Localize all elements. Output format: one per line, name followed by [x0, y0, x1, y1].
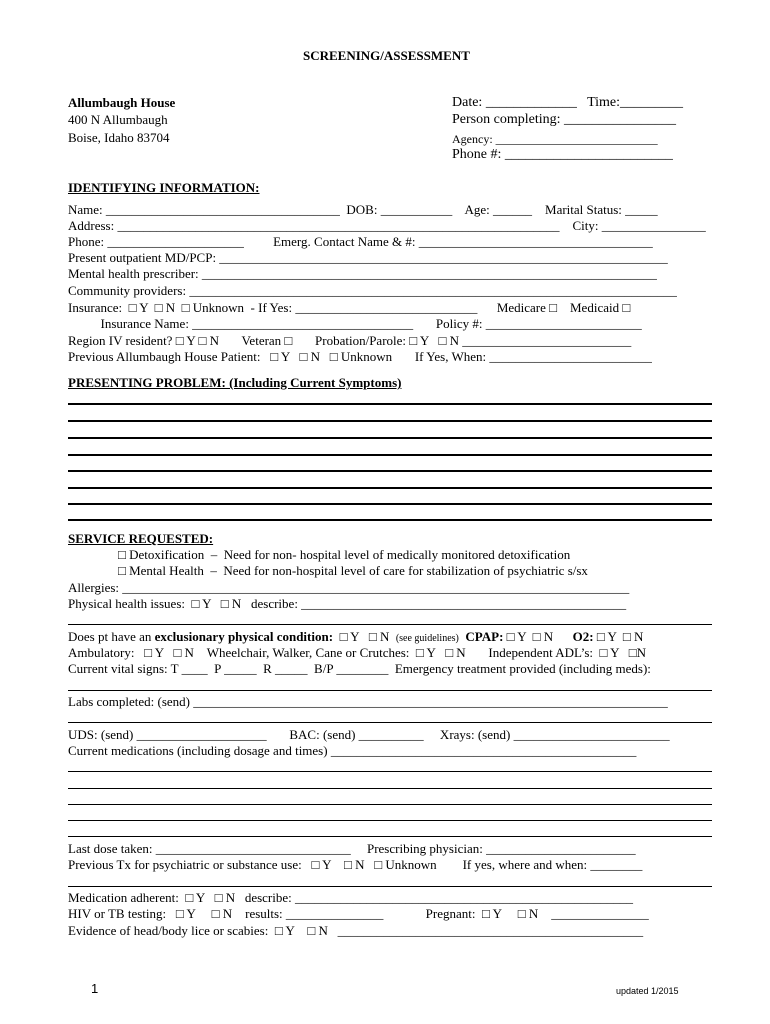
physical-health-line[interactable]: Physical health issues: □ Y □ N describe: __________________________________________________ [68, 596, 627, 611]
mental-health-option[interactable]: □ Mental Health – Need for non-hospital level of care for stabilization of psychiatric s/sx [118, 563, 588, 578]
detox-option[interactable]: □ Detoxification – Need for non- hospital level of medically monitored detoxification [118, 547, 571, 562]
identifying-heading: IDENTIFYING INFORMATION: [68, 180, 260, 195]
presenting-line-6[interactable] [68, 487, 712, 489]
presenting-line-1[interactable] [68, 403, 712, 405]
last-dose-line[interactable]: Last dose taken: ______________________________ Prescribing physician: _______________________ [68, 841, 636, 856]
presenting-line-5[interactable] [68, 470, 712, 472]
org-name: Allumbaugh House [68, 95, 176, 110]
previous-tx-extra-line[interactable] [68, 886, 712, 887]
insurance-name-line[interactable]: Insurance Name: __________________________________ Policy #: ________________________ [68, 316, 642, 331]
date-time-field[interactable]: Date: _____________ Time:_________ [452, 95, 684, 110]
presenting-line-4[interactable] [68, 454, 712, 456]
org-address-line2: Boise, Idaho 83704 [68, 130, 170, 145]
lice-scabies-line[interactable]: Evidence of head/body lice or scabies: □ Y □ N _______________________________________________ [68, 923, 644, 938]
vital-signs-line[interactable]: Current vital signs: T ____ P _____ R _____ B/P ________ Emergency treatment provided (including meds): [68, 661, 651, 676]
exclusionary-prefix: Does pt have an [68, 629, 155, 644]
current-medications-line[interactable]: Current medications (including dosage and times) _______________________________________________ [68, 743, 637, 758]
medications-line-3[interactable] [68, 804, 712, 805]
previous-tx-line[interactable]: Previous Tx for psychiatric or substance use: □ Y □ N □ Unknown If yes, where and when: ________ [68, 857, 643, 872]
uds-bac-xrays-line[interactable]: UDS: (send) ____________________ BAC: (send) __________ Xrays: (send) ________________________ [68, 727, 670, 742]
o2-label: O2: [553, 629, 597, 644]
region-veteran-line[interactable]: Region IV resident? □ Y □ N Veteran □ Probation/Parole: □ Y □ N __________________________ [68, 333, 632, 348]
phone-field[interactable]: Phone #: ________________________ [452, 147, 673, 162]
exclusionary-label: exclusionary physical condition: [154, 629, 334, 644]
phone-emergency-line[interactable]: Phone: _____________________ Emerg. Contact Name & #: ____________________________________ [68, 234, 653, 249]
physical-describe-line[interactable] [68, 624, 712, 625]
person-completing-field[interactable]: Person completing: ________________ [452, 112, 676, 127]
previous-patient-line[interactable]: Previous Allumbaugh House Patient: □ Y □ N □ Unknown If Yes, When: _________________________ [68, 349, 652, 364]
community-providers-line[interactable]: Community providers: ___________________________________________________________________________ [68, 283, 677, 298]
o2-options[interactable]: □ Y □ N [596, 629, 644, 644]
address-line[interactable]: Address: ____________________________________________________________________ City: ________________ [68, 218, 706, 233]
labs-extra-line[interactable] [68, 722, 712, 723]
prescriber-line[interactable]: Mental health prescriber: ______________________________________________________________________ [68, 266, 657, 281]
page-number: 1 [91, 981, 99, 996]
page-title: SCREENING/ASSESSMENT [303, 48, 470, 63]
outpatient-md-line[interactable]: Present outpatient MD/PCP: _____________________________________________________________________ [68, 250, 668, 265]
medication-adherent-line[interactable]: Medication adherent: □ Y □ N describe: ____________________________________________________ [68, 890, 634, 905]
emergency-treatment-line[interactable] [68, 690, 712, 691]
name-dob-line[interactable]: Name: ____________________________________ DOB: ___________ Age: ______ Marital Status: _____ [68, 202, 658, 217]
hiv-tb-pregnant-line[interactable]: HIV or TB testing: □ Y □ N results: _______________ Pregnant: □ Y □ N _______________ [68, 906, 649, 921]
org-address-line1: 400 N Allumbaugh [68, 112, 168, 127]
presenting-line-8[interactable] [68, 519, 712, 521]
presenting-line-2[interactable] [68, 420, 712, 422]
updated-date: updated 1/2015 [616, 986, 679, 996]
agency-field[interactable]: Agency: ___________________________ [452, 132, 658, 146]
presenting-heading: PRESENTING PROBLEM: (Including Current Symptoms) [68, 375, 402, 390]
medications-line-4[interactable] [68, 820, 712, 821]
allergies-line[interactable]: Allergies: ______________________________________________________________________________ [68, 580, 630, 595]
presenting-line-3[interactable] [68, 437, 712, 439]
medications-line-1[interactable] [68, 771, 712, 772]
cpap-options[interactable]: □ Y □ N [506, 629, 554, 644]
medications-line-5[interactable] [68, 836, 712, 837]
ambulatory-line[interactable]: Ambulatory: □ Y □ N Wheelchair, Walker, Cane or Crutches: □ Y □ N Independent ADL’s: □ Y □N [68, 645, 647, 660]
guidelines-note: (see guidelines) [395, 633, 459, 644]
labs-line[interactable]: Labs completed: (send) _________________________________________________________________________ [68, 694, 668, 709]
presenting-line-7[interactable] [68, 503, 712, 505]
insurance-line[interactable]: Insurance: □ Y □ N □ Unknown - If Yes: ____________________________ Medicare □ Medicaid □ [68, 300, 631, 315]
exclusionary-options[interactable]: □ Y □ N [333, 629, 396, 644]
medications-line-2[interactable] [68, 788, 712, 789]
cpap-label: CPAP: [458, 629, 507, 644]
service-heading: SERVICE REQUESTED: [68, 531, 214, 546]
